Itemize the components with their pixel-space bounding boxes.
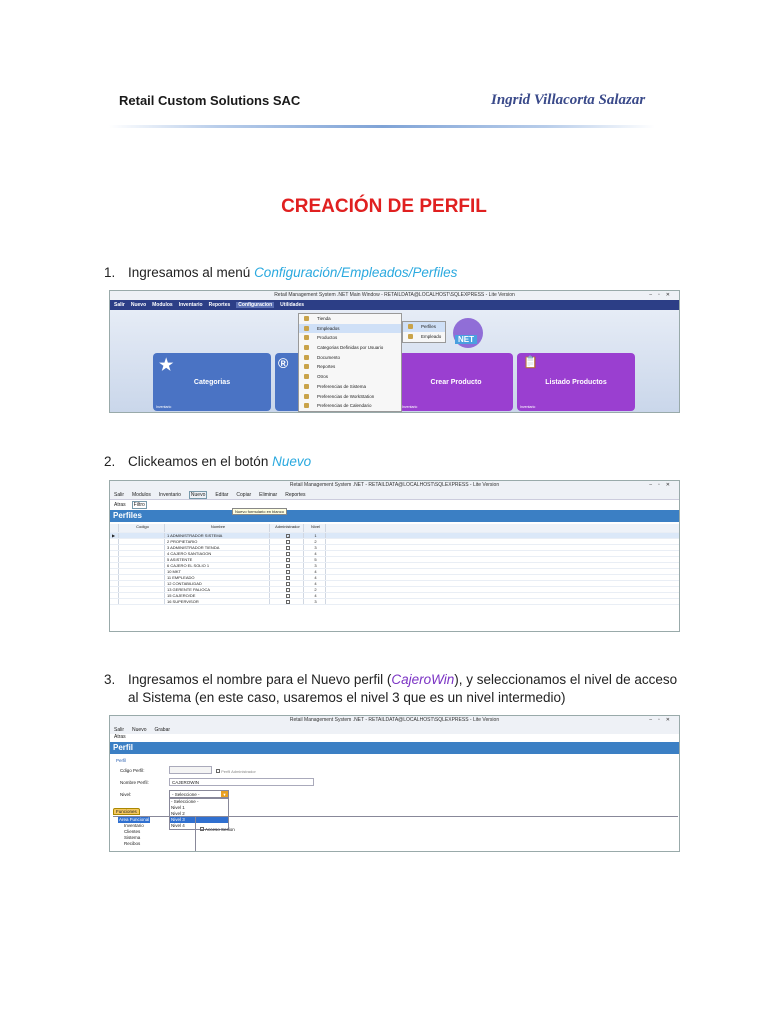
row-indicator xyxy=(110,557,119,562)
option-nivel-1[interactable]: Nivel 1 xyxy=(171,805,185,810)
cell-nivel: 2 xyxy=(304,539,326,544)
row-indicator xyxy=(110,581,119,586)
cell-codigo xyxy=(119,587,165,592)
row-indicator xyxy=(110,575,119,580)
step-2 xyxy=(104,452,311,471)
net-label: NET xyxy=(455,335,477,344)
toolbar-nuevo[interactable]: Nuevo xyxy=(132,726,147,733)
window-titlebar: Retail Management System .NET Main Window - RETAILDATA@LOCALHOST\SQLEXPRESS - Lite Version –▫✕ xyxy=(110,291,679,300)
cell-admin-checkbox[interactable] xyxy=(270,563,304,568)
menu-reportes[interactable]: Reportes xyxy=(208,302,231,308)
nivel-select[interactable]: - Seleccione - ▼ xyxy=(169,790,229,798)
cell-admin-checkbox[interactable] xyxy=(270,593,304,598)
step-3-text-pre: Ingresamos el nombre para el Nuevo perfil ( xyxy=(128,672,392,687)
toolbar-salir[interactable]: Salir xyxy=(114,726,125,733)
row-indicator xyxy=(110,599,119,604)
step-2-number: 2. xyxy=(104,454,116,469)
step-1-text: Ingresamos al menú xyxy=(128,265,255,280)
tile-listado-productos[interactable]: 📋 Listado Productos Inventario xyxy=(517,353,635,411)
col-nivel[interactable]: Nivel xyxy=(304,524,326,532)
row-indicator: ▶ xyxy=(110,533,119,538)
page-title: CREACIÓN DE PERFIL xyxy=(281,196,487,217)
cell-nivel: 4 xyxy=(304,581,326,586)
grid-header xyxy=(110,524,679,533)
window-titlebar: Retail Management System .NET - RETAILDATA@LOCALHOST\SQLEXPRESS - Lite Version –▫✕ xyxy=(110,481,679,490)
registered-icon: ® xyxy=(278,355,289,371)
cell-admin-checkbox[interactable] xyxy=(270,539,304,544)
nuevo-tooltip: Nuevo formulario en blanco xyxy=(232,508,287,515)
menu-item-pref-calendario[interactable]: Preferencias de Calendario xyxy=(299,401,401,411)
cell-codigo xyxy=(119,593,165,598)
tree-item-recibos[interactable]: Recibos xyxy=(124,841,141,846)
author-name: Ingrid Villacorta Salazar xyxy=(491,92,646,108)
cell-nivel: 3 xyxy=(304,545,326,550)
menu-item-pref-workstation[interactable]: Preferencias de WorkStation xyxy=(299,392,401,402)
toolbar-nuevo[interactable]: Nuevo xyxy=(190,491,206,498)
cell-nombre: 4 CAJERO SANTIAGON xyxy=(165,551,270,556)
cell-codigo xyxy=(119,599,165,604)
menu-nuevo[interactable]: Nuevo xyxy=(130,302,147,308)
cell-nivel: 3 xyxy=(304,599,326,604)
cell-nivel: 3 xyxy=(304,563,326,568)
configuracion-dropdown xyxy=(298,313,402,412)
toolbar xyxy=(110,725,679,734)
tree-item-sistema[interactable]: Sistema xyxy=(124,835,141,840)
toolbar-salir[interactable]: Salir xyxy=(114,491,125,498)
menu-modulos[interactable]: Modulos xyxy=(152,302,173,308)
cell-nombre: 2 PROPIETARIO xyxy=(165,539,270,544)
menu-item-pref-sistema[interactable]: Preferencias de Sistema xyxy=(299,382,401,392)
step-3-highlight: CajeroWin xyxy=(391,672,455,687)
tree-item-area[interactable]: Area Funcional xyxy=(119,817,150,822)
window-controls[interactable]: –▫✕ xyxy=(649,717,676,723)
menu-utilidades[interactable]: Utilidades xyxy=(280,302,305,308)
step-3-number: 3. xyxy=(104,672,116,687)
cell-nivel: 2 xyxy=(304,587,326,592)
atras-button[interactable]: Atras xyxy=(114,734,126,740)
window-controls[interactable]: –▫✕ xyxy=(649,482,676,488)
label-nombre: Nombre Perfil: xyxy=(120,780,149,785)
toolbar-editar[interactable]: Editar xyxy=(215,491,229,498)
tab-funciones[interactable]: Funciones xyxy=(113,808,140,815)
tab-panel xyxy=(113,816,678,852)
row-indicator xyxy=(110,569,119,574)
menu-item-productos[interactable]: Productos xyxy=(299,333,401,343)
row-indicator xyxy=(110,587,119,592)
function-tree xyxy=(118,817,150,847)
window-titlebar: Retail Management System .NET - RETAILDATA@LOCALHOST\SQLEXPRESS - Lite Version –▫✕ xyxy=(110,716,679,725)
cell-codigo xyxy=(119,563,165,568)
cell-nombre: 6 CAJERO EL SOLIO 1 xyxy=(165,563,270,568)
toolbar-eliminar[interactable]: Eliminar xyxy=(259,491,278,498)
menu-salir[interactable]: Salir xyxy=(114,302,125,308)
col-nombre[interactable]: Nombre xyxy=(165,524,270,532)
tree-item-clientes[interactable]: Clientes xyxy=(124,829,141,834)
cell-codigo xyxy=(119,575,165,580)
cell-codigo xyxy=(119,545,165,550)
row-indicator xyxy=(110,545,119,550)
option-nivel-2[interactable]: Nivel 2 xyxy=(171,811,185,816)
toolbar-modulos[interactable]: Modulos xyxy=(132,491,151,498)
menu-item-reportes[interactable]: Reportes xyxy=(299,362,401,372)
clipboard-icon: 📋 xyxy=(523,355,538,369)
cell-nombre: 13 GERENTE PALIOCA xyxy=(165,587,270,592)
cell-codigo xyxy=(119,557,165,562)
cell-nombre: 16 SUPERVISOR xyxy=(165,599,270,604)
toolbar-grabar[interactable]: Grabar xyxy=(154,726,171,733)
admin-checkbox[interactable]: Perfil Administrador xyxy=(216,768,256,774)
tile-categorias[interactable]: ★ Categorias Inventario xyxy=(153,353,271,411)
toolbar xyxy=(110,490,679,500)
cell-nombre: 1 ADMINISTRADOR SISTEMA xyxy=(165,533,270,538)
tile-crear-producto[interactable]: Crear Producto Inventario xyxy=(399,353,513,411)
cell-nombre: 11 EMPLEADO xyxy=(165,575,270,580)
row-indicator xyxy=(110,563,119,568)
cell-admin-checkbox[interactable] xyxy=(270,557,304,562)
menu-item-tienda[interactable]: Tienda xyxy=(299,314,401,324)
codigo-input[interactable] xyxy=(169,766,212,774)
label-codigo: Cdigo Perfil: xyxy=(120,768,145,773)
menu-item-categorias[interactable]: Categorias Definidas por Usuario xyxy=(299,343,401,353)
company-name: Retail Custom Solutions SAC xyxy=(119,93,301,108)
cell-nivel: 4 xyxy=(304,593,326,598)
toolbar-inventario[interactable]: Inventario xyxy=(158,491,181,498)
menu-inventario[interactable]: Inventario xyxy=(178,302,203,308)
row-indicator xyxy=(110,593,119,598)
cell-codigo xyxy=(119,569,165,574)
header-divider xyxy=(109,125,655,128)
menu-item-empleados[interactable]: Empleados xyxy=(299,324,401,334)
perfiles-grid xyxy=(110,524,679,605)
section-header: Perfiles xyxy=(110,510,679,522)
cell-nombre: 12 CONTABILIDAD xyxy=(165,581,270,586)
row-indicator xyxy=(110,539,119,544)
tree-divider xyxy=(195,816,196,852)
screenshot-perfil-form xyxy=(109,715,680,852)
cell-codigo xyxy=(119,551,165,556)
tree-item-inventario[interactable]: Inventario xyxy=(124,823,144,828)
screenshot-menu xyxy=(109,290,680,413)
cell-nombre: 15 CAJERO/DE xyxy=(165,593,270,598)
section-header: Perfil xyxy=(110,742,679,754)
atras-button[interactable]: Atras xyxy=(114,502,126,508)
cell-admin-checkbox[interactable] xyxy=(270,599,304,604)
option-nivel-4[interactable]: Nivel 4 xyxy=(171,823,185,828)
submenu-item-empleado[interactable]: Empleado xyxy=(403,332,445,342)
grid-body xyxy=(110,533,679,605)
cell-nombre: 5 ASISTENTE xyxy=(165,557,270,562)
menu-item-documento[interactable]: Documento xyxy=(299,353,401,363)
cell-nivel: 4 xyxy=(304,551,326,556)
label-nivel: Nivel: xyxy=(120,792,132,797)
chevron-down-icon[interactable]: ▼ xyxy=(222,792,227,797)
cell-admin-checkbox[interactable] xyxy=(270,569,304,574)
cell-codigo xyxy=(119,533,165,538)
toolbar-reportes[interactable]: Reportes xyxy=(285,491,306,498)
cell-nivel: 4 xyxy=(304,575,326,580)
cell-nivel: 4 xyxy=(304,569,326,574)
row-indicator xyxy=(110,551,119,556)
col-administrador[interactable]: Administrador xyxy=(270,524,304,532)
cell-codigo xyxy=(119,539,165,544)
step-1-number: 1. xyxy=(104,265,116,280)
step-3-line2: al Sistema (en este caso, usaremos el nivel 3 que es un nivel intermedio) xyxy=(128,690,566,705)
cell-admin-checkbox[interactable] xyxy=(270,575,304,580)
cell-nivel: 1 xyxy=(304,533,326,538)
cell-nombre: 3 ADMINISTRADOR TIENDA xyxy=(165,545,270,550)
filtro-button[interactable]: Filtro xyxy=(133,502,145,508)
col-codigo[interactable]: Codigo xyxy=(119,524,165,532)
option-seleccione[interactable]: - Seleccione - xyxy=(171,799,199,804)
menu-configuracion[interactable]: Configuracion xyxy=(238,302,273,308)
sub-toolbar xyxy=(110,500,679,510)
screenshot-perfiles-list xyxy=(109,480,680,632)
acceso-item[interactable]: Acceso Sesion xyxy=(200,826,235,832)
cell-nivel: 5 xyxy=(304,557,326,562)
cell-admin-checkbox[interactable]: ✓ xyxy=(270,533,304,538)
group-title: Perfil xyxy=(116,758,127,763)
step-2-text: Clickeamos en el botón xyxy=(128,454,273,469)
empleados-submenu xyxy=(402,321,446,343)
cell-admin-checkbox[interactable] xyxy=(270,551,304,556)
option-nivel-3[interactable]: Nivel 3 xyxy=(170,817,228,823)
main-menubar xyxy=(110,300,679,310)
cell-admin-checkbox[interactable] xyxy=(270,587,304,592)
step-3 xyxy=(104,670,677,689)
star-icon: ★ xyxy=(159,357,174,374)
cell-codigo xyxy=(119,581,165,586)
step-1-highlight: Configuración/Empleados/Perfiles xyxy=(254,265,458,280)
cell-admin-checkbox[interactable] xyxy=(270,545,304,550)
submenu-item-perfiles[interactable]: Perfiles xyxy=(403,322,445,332)
window-controls[interactable]: –▫✕ xyxy=(649,292,676,298)
nombre-input[interactable]: CAJEROWIN xyxy=(169,778,314,786)
cell-nombre: 10 MKT xyxy=(165,569,270,574)
step-3-text-post: ), y seleccionamos el nivel de acceso xyxy=(454,672,678,687)
table-row[interactable] xyxy=(110,599,679,605)
cell-admin-checkbox[interactable] xyxy=(270,581,304,586)
step-2-highlight: Nuevo xyxy=(272,454,312,469)
menu-item-otros[interactable]: Otros xyxy=(299,372,401,382)
toolbar-copiar[interactable]: Copiar xyxy=(236,491,252,498)
step-1 xyxy=(104,263,457,282)
